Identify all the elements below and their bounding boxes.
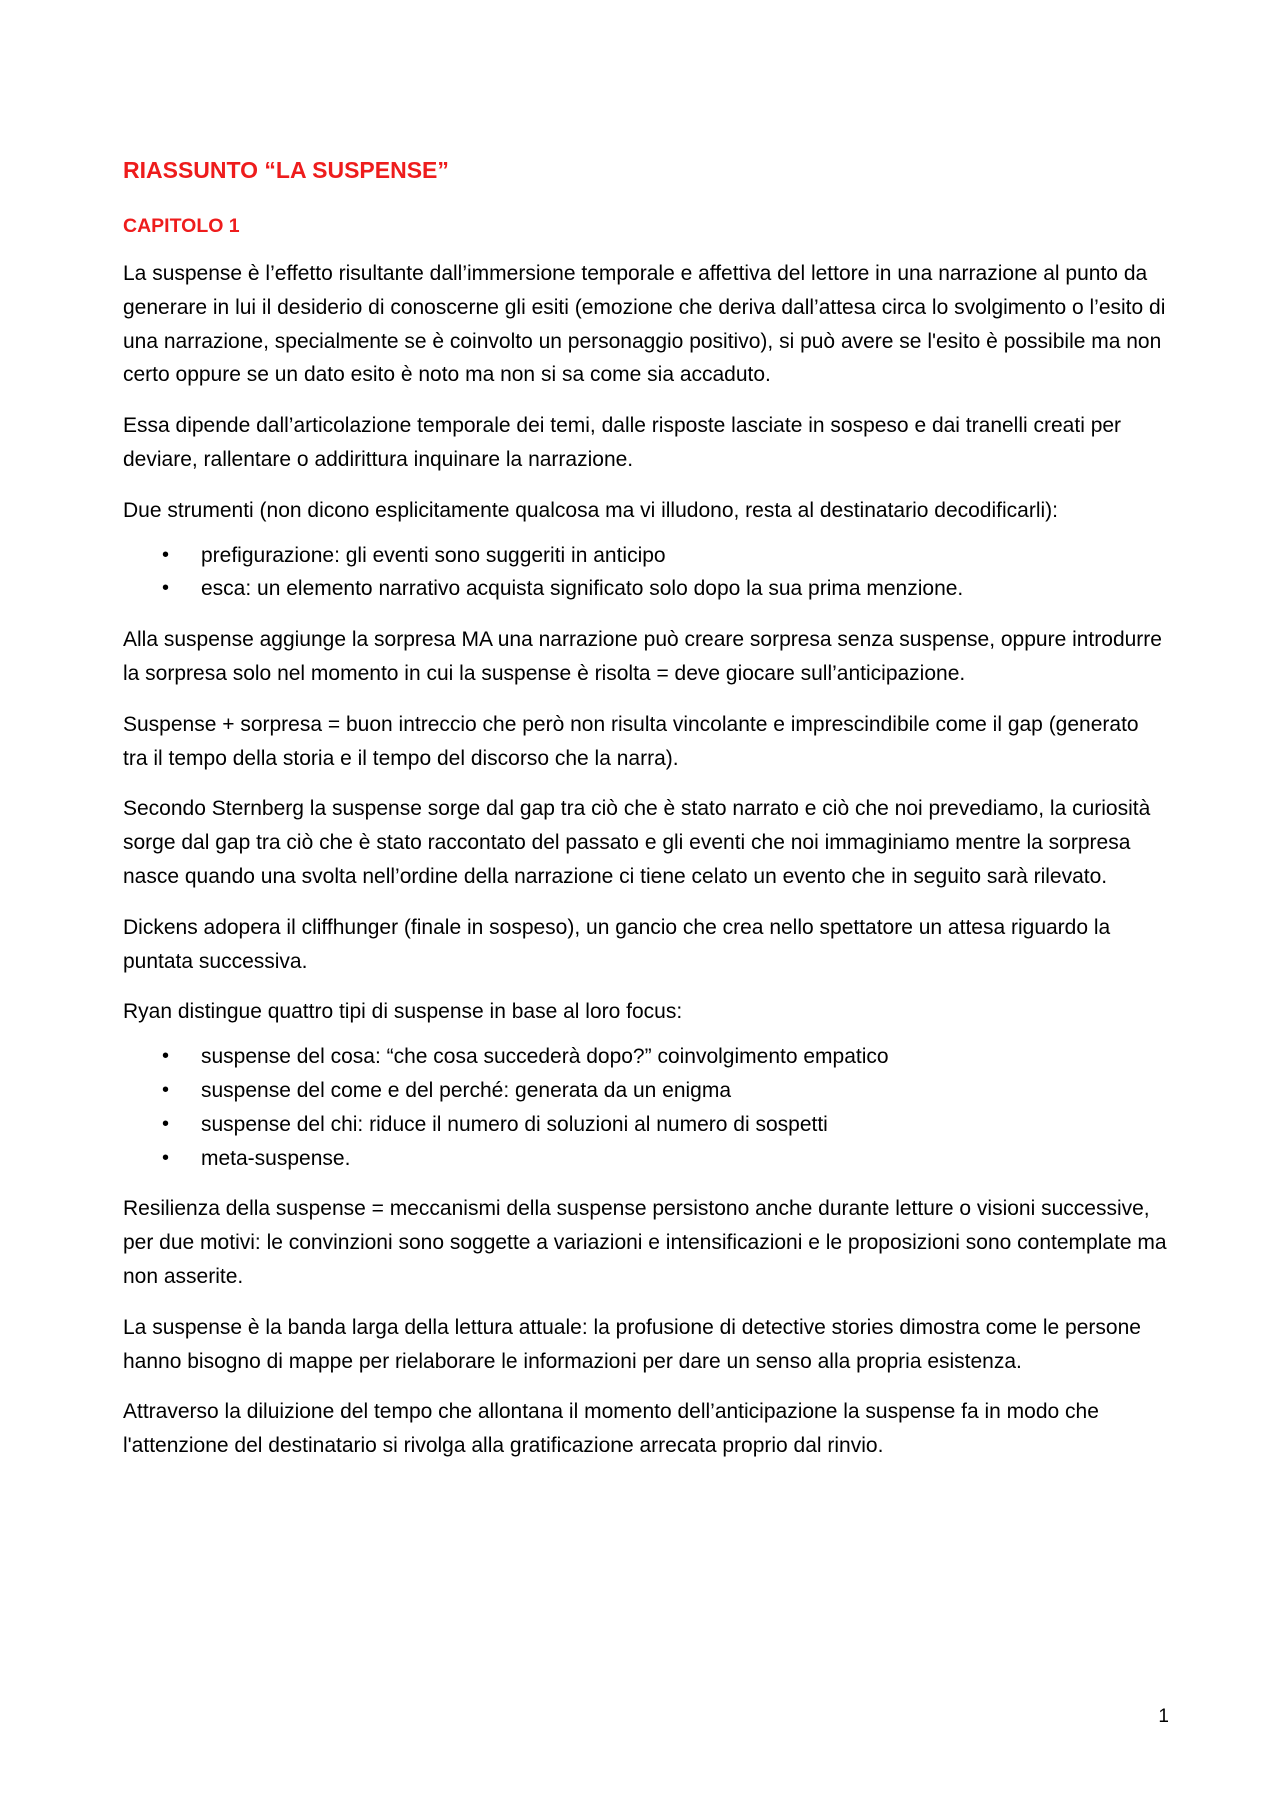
paragraph: Dickens adopera il cliffhunger (finale in sospeso), un gancio che crea nello spettatore un attesa riguardo la puntata successiva. <box>123 915 1111 973</box>
list-item-text: meta-suspense. <box>201 1146 351 1170</box>
list-item <box>123 1142 1168 1176</box>
bullet-icon: • <box>162 1146 170 1169</box>
list-item <box>123 1074 1168 1108</box>
bullet-icon: • <box>162 1045 170 1068</box>
bullet-list-suspense-types <box>123 1040 1168 1175</box>
page-number: 1 <box>1158 1706 1169 1727</box>
paragraph: Ryan distingue quattro tipi di suspense in base al loro focus: <box>123 1000 683 1024</box>
list-item-text: suspense del cosa: “che cosa succederà dopo?” coinvolgimento empatico <box>201 1045 889 1069</box>
page-content <box>123 155 1168 1480</box>
paragraph: Secondo Sternberg la suspense sorge dal gap tra ciò che è stato narrato e ciò che noi prevediamo, la curiosità sorge dal gap tra ciò che è stato raccontato del passato e gli eventi che noi immaginiamo mentre la sorpresa nasce quando una svolta nell’ordine della narrazione ci tiene celato un evento che in seguito sarà rilevato. <box>123 797 1151 888</box>
list-item-text: suspense del chi: riduce il numero di soluzioni al numero di sospetti <box>201 1112 828 1136</box>
chapter-heading: CAPITOLO 1 <box>123 215 240 237</box>
paragraph: Suspense + sorpresa = buon intreccio che però non risulta vincolante e imprescindibile come il gap (generato tra il tempo della storia e il tempo del discorso che la narra). <box>123 712 1139 770</box>
paragraph: Alla suspense aggiunge la sorpresa MA una narrazione può creare sorpresa senza suspense, oppure introdurre la sorpresa solo nel momento in cui la suspense è risolta = deve giocare sull’anticipazione. <box>123 628 1162 685</box>
paragraph: Attraverso la diluizione del tempo che allontana il momento dell’anticipazione la suspense fa in modo che l'attenzione del destinatario si rivolga alla gratificazione arrecata proprio dal rinvio. <box>123 1400 1099 1458</box>
list-item <box>123 572 1168 606</box>
bullet-icon: • <box>162 1078 170 1101</box>
bullet-icon: • <box>162 1112 170 1135</box>
bullet-icon: • <box>162 543 170 566</box>
bullet-list-tools <box>123 539 1168 607</box>
list-item <box>123 1108 1168 1142</box>
paragraph: La suspense è l’effetto risultante dall’immersione temporale e affettiva del lettore in una narrazione al punto da generare in lui il desiderio di conoscerne gli esiti (emozione che deriva dall’attesa circa lo svolgimento o l’esito di una narrazione, specialmente se è coinvolto un personaggio positivo), si può avere se l'esito è possibile ma non certo oppure se un dato esito è noto ma non si sa come sia accaduto. <box>123 262 1166 387</box>
list-item-text: prefigurazione: gli eventi sono suggeriti in anticipo <box>201 543 666 567</box>
list-item-text: esca: un elemento narrativo acquista significato solo dopo la sua prima menzione. <box>201 577 964 601</box>
document-title: RIASSUNTO “LA SUSPENSE” <box>123 157 449 183</box>
paragraph: Resilienza della suspense = meccanismi della suspense persistono anche durante letture o visioni successive, per due motivi: le convinzioni sono soggette a variazioni e intensificazioni e le proposizioni sono contemplate ma non asserite. <box>123 1197 1167 1288</box>
list-item-text: suspense del come e del perché: generata da un enigma <box>201 1078 732 1102</box>
paragraph: Essa dipende dall’articolazione temporale dei temi, dalle risposte lasciate in sospeso e dai tranelli creati per deviare, rallentare o addirittura inquinare la narrazione. <box>123 414 1122 471</box>
bullet-icon: • <box>162 577 170 600</box>
list-item <box>123 1040 1168 1074</box>
list-item <box>123 539 1168 573</box>
paragraph: Due strumenti (non dicono esplicitamente qualcosa ma vi illudono, resta al destinatario decodificarli): <box>123 498 1058 522</box>
paragraph: La suspense è la banda larga della lettura attuale: la profusione di detective stories dimostra come le persone hanno bisogno di mappe per rielaborare le informazioni per dare un senso alla propria esistenza. <box>123 1315 1141 1373</box>
